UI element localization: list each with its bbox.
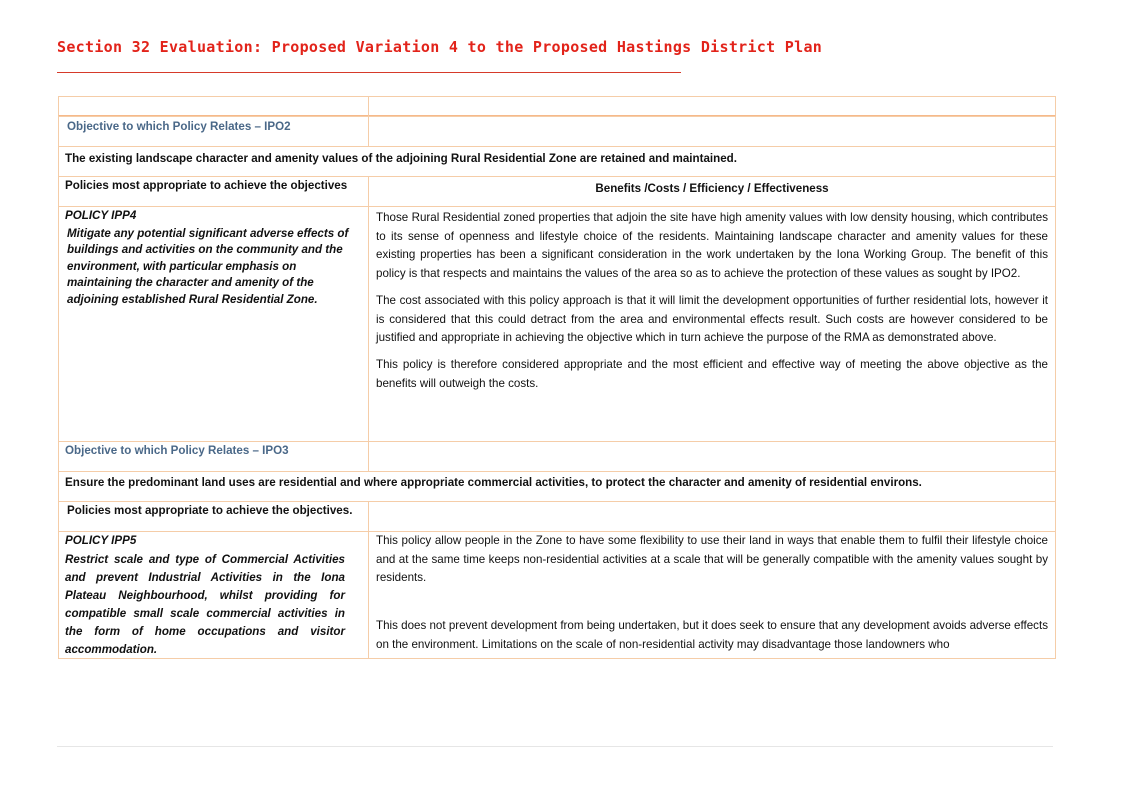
footer-rule (57, 746, 1053, 747)
policy-ipp4-benefits (368, 206, 1056, 442)
objective-text-ipo3-value: Ensure the predominant land uses are residential and where appropriate commercial activities, to protect the character and amenity of residential environs. (65, 476, 922, 489)
objective-label-ipo2-empty (368, 116, 1056, 147)
ipp5-benefits-paragraph-2: This does not prevent development from being undertaken, but it does seek to ensure that any development avoids adverse effects on the environment. Limitations on the scale of non-residential activity may disadvantage those landowners who (376, 619, 1048, 651)
ipp4-benefits-paragraph-3: This policy is therefore considered appropriate and the most efficient and effective way of meeting the above objective as the benefits will outweigh the costs. (376, 357, 1048, 390)
policy-ipp5-benefits (368, 531, 1056, 659)
table-empty-cell-left (58, 96, 369, 117)
ipp4-benefits-paragraph-1: Those Rural Residential zoned properties that adjoin the site have high amenity values with low density housing, which contributes to its sense of openness and lifestyle choice of the residents. Maintaining landscape character and amenity values for these existing properties has been a significant consideration in the work undertaken by the Iona Working Group. The benefit of this policy is that respects and maintains the values of the area so as to achieve the protection of these values as sought by IPO2. (376, 211, 1048, 281)
ipp5-benefits-paragraph-1: This policy allow people in the Zone to have some flexibility to use their land in ways that enable them to fulfil their lifestyle choice and at the same time keeps non-residential activities at a scale that will be generally compatible with the amenity values sought by residents. (376, 534, 1048, 585)
ipp4-benefits-paragraph-2: The cost associated with this policy approach is that it will limit the development opportunities of further residential lots, however it is considered that this could detract from the area and environmental effects result. Such costs are however considered to be justified and appropriate in achieving the objective which in turn achieve the purpose of the RMA as demonstrated above. (376, 293, 1048, 345)
policies-heading-ipo3 (58, 501, 369, 532)
page-title: Section 32 Evaluation: Proposed Variation 4 to the Proposed Hastings District Plan (57, 38, 823, 56)
policies-heading-ipo2 (58, 176, 369, 207)
policy-ipp5 (58, 531, 369, 659)
policy-ipp5-text: Restrict scale and type of Commercial Activities and prevent Industrial Activities in the Iona Plateau Neighbourhood, whilst providing for compatible small scale commercial activities in the form of home occupations and visitor accommodation. (65, 552, 345, 656)
objective-text-ipo2-value: The existing landscape character and amenity values of the adjoining Rural Residential Zone are retained and maintained. (65, 152, 737, 165)
objective-text-ipo2 (58, 146, 1056, 177)
policy-ipp4-number: POLICY IPP4 (65, 209, 137, 222)
objective-text-ipo3 (58, 471, 1056, 502)
policies-heading-ipo2-text: Policies most appropriate to achieve the objectives (65, 179, 348, 192)
benefits-heading-text: Benefits /Costs / Efficiency / Effectiveness (595, 182, 829, 195)
objective-label-ipo2 (58, 116, 369, 147)
objective-label-ipo3-empty (368, 441, 1056, 472)
policies-heading-ipo3-empty (368, 501, 1056, 532)
objective-label-ipo3 (58, 441, 369, 472)
objective-label-ipo3-text: Objective to which Policy Relates – IPO3 (65, 444, 289, 457)
benefits-heading (368, 176, 1056, 207)
policy-ipp4-text: Mitigate any potential significant adverse effects of buildings and activities on the community and the environment, with particular emphasis on maintaining the character and amenity of the adjoining established Rural Residential Zone. (67, 226, 349, 306)
policies-heading-ipo3-text: Policies most appropriate to achieve the objectives. (67, 504, 353, 517)
policy-ipp4 (58, 206, 369, 442)
table-empty-cell-right (368, 96, 1056, 117)
objective-label-ipo2-text: Objective to which Policy Relates – IPO2 (67, 120, 291, 133)
title-underline (57, 72, 681, 73)
policy-ipp5-number: POLICY IPP5 (65, 534, 137, 547)
